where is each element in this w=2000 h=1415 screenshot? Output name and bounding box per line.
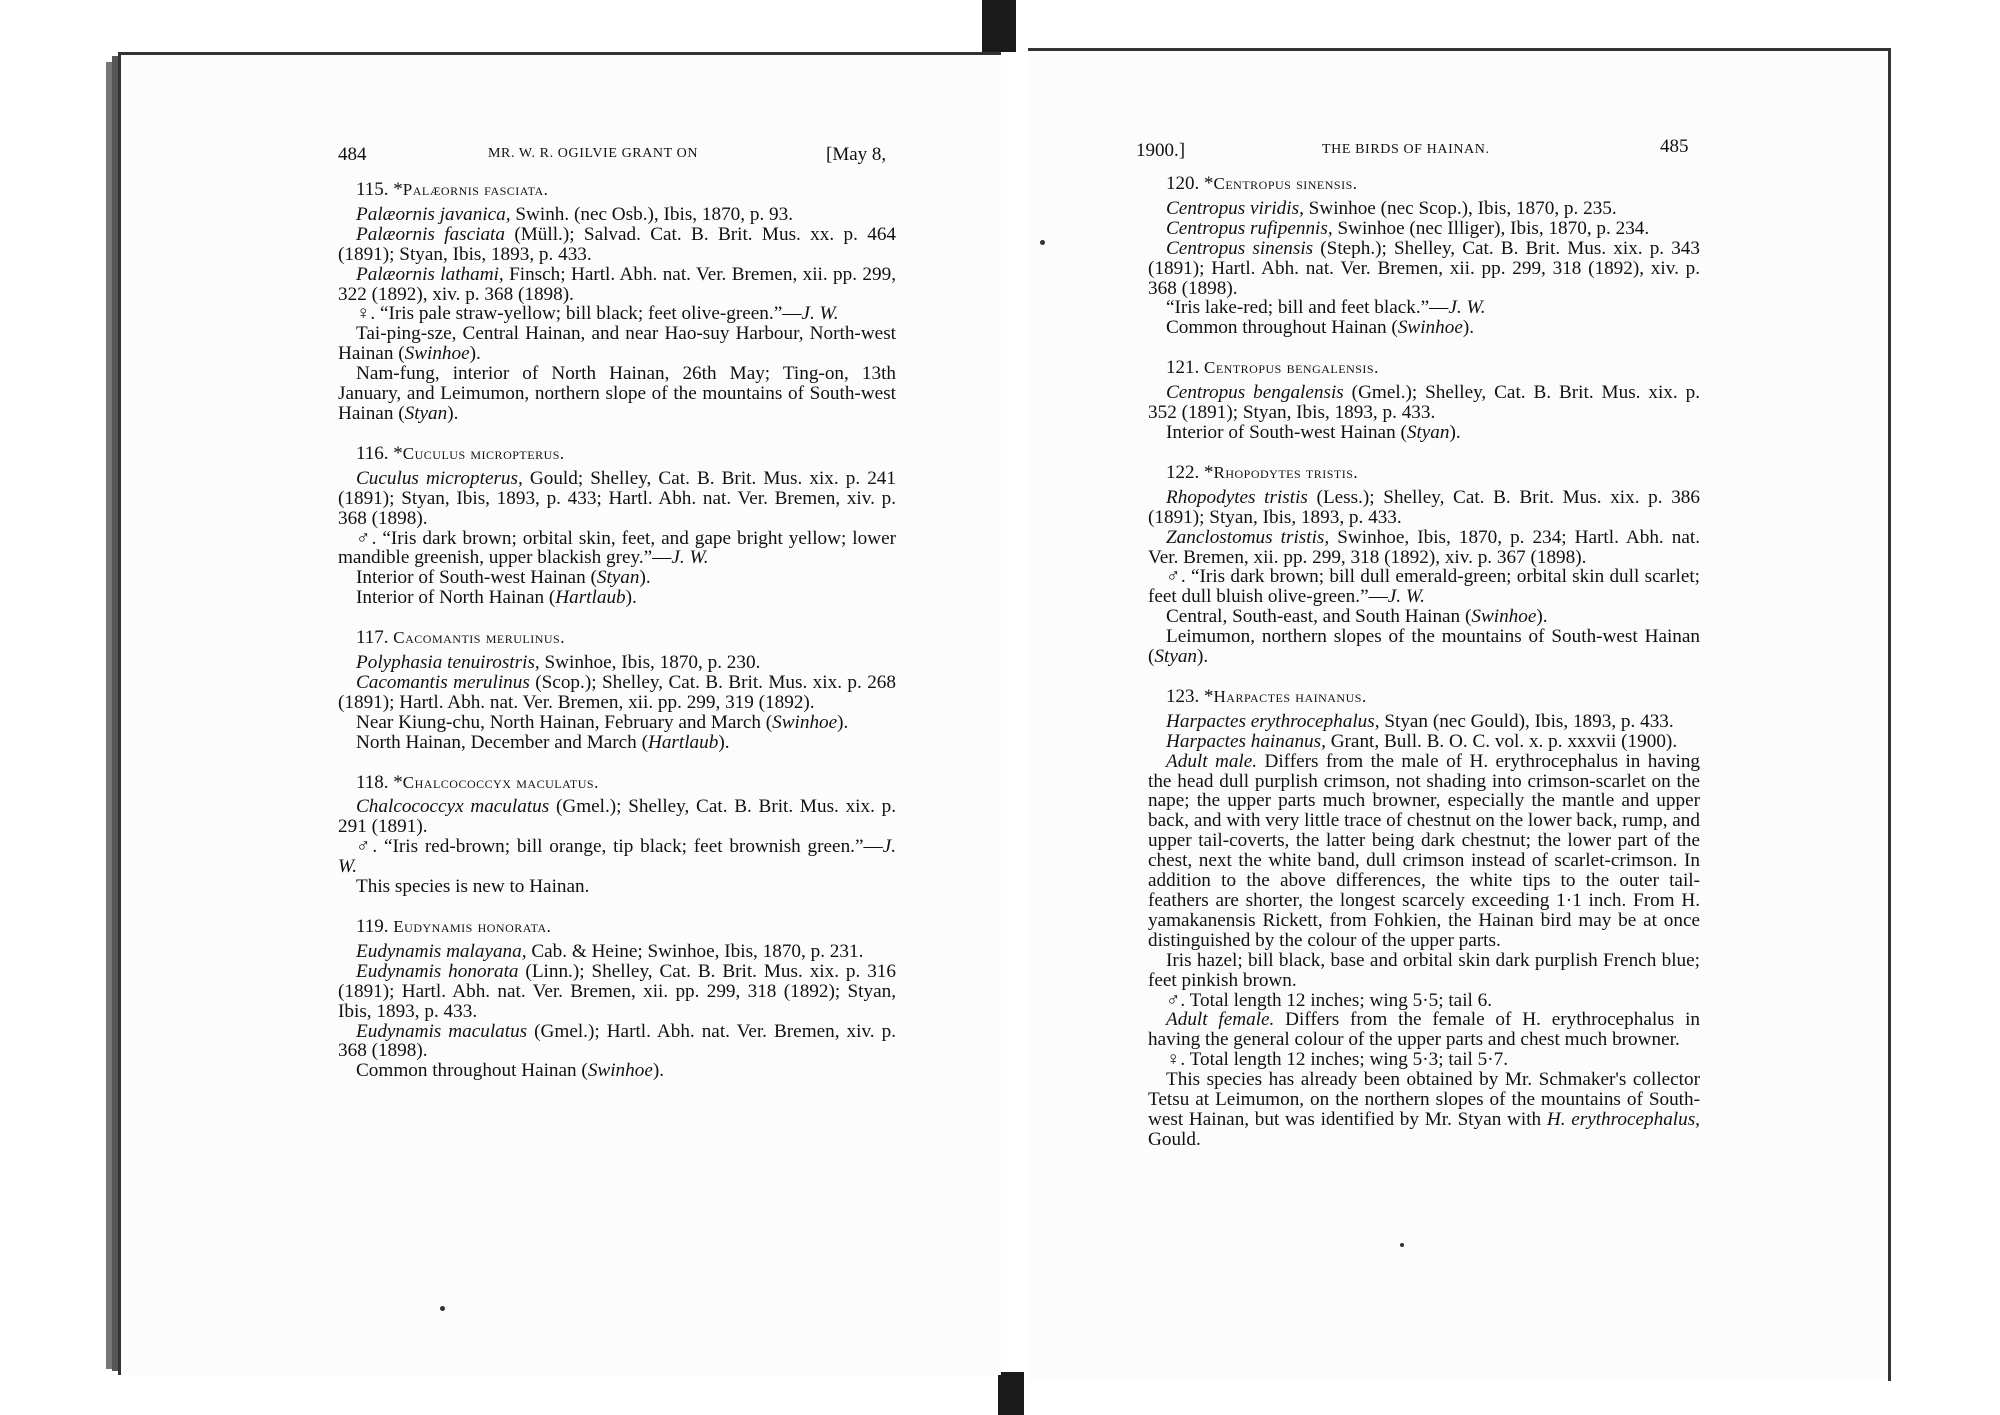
species-name: Centropus sinensis.	[1213, 174, 1358, 193]
species-name: Harpactes hainanus.	[1213, 686, 1367, 706]
entry-line	[338, 1022, 896, 1062]
citation-text: (Steph.); Shelley, Cat. B. Brit. Mus. xix. p. 343 (1891); Hartl. Abh. nat. Ver. Bremen, xii. pp. 299, 318 (1892), xiv. p. 368 (1898).	[1148, 237, 1700, 299]
entry-line	[338, 942, 896, 962]
note-text: ♂. “Iris dark brown; orbital skin, feet, and gape bright yellow; lower mandible greenish, upper blackish grey.”—	[338, 527, 896, 569]
species-heading	[338, 444, 896, 464]
source-name: Styan	[1406, 421, 1450, 443]
note-tail: ).	[1536, 606, 1548, 628]
synonym-name: Palæornis lathami,	[356, 263, 504, 285]
source-name: Swinhoe	[587, 1060, 653, 1082]
synonym-name: Cacomantis merulinus	[356, 671, 530, 693]
synonym-name: Harpactes hainanus,	[1166, 730, 1326, 752]
note-text: This species is new to Hainan.	[356, 876, 590, 898]
note-tail: ).	[1462, 317, 1475, 339]
entry-line	[338, 962, 896, 1022]
source-name: Hartlaub	[555, 587, 626, 609]
note-text: ♂. “Iris dark brown; bill dull emerald-green; orbital skin dull scarlet; feet dull bluish olive-green.”—	[1148, 566, 1700, 608]
citation-text: (Gmel.); Shelley, Cat. B. Brit. Mus. xix. p. 291 (1891).	[338, 796, 896, 838]
note-text: Leimumon, northern slopes of the mountains of South-west Hainan (	[1148, 626, 1700, 668]
species-number: 122. *	[1166, 461, 1214, 483]
note-text: Nam-fung, interior of North Hainan, 26th May; Ting-on, 13th January, and Leimumon, northern slope of the mountains of South-west Hainan (	[338, 363, 896, 424]
species-number: 121.	[1166, 357, 1204, 379]
source-name: J. W.	[671, 547, 709, 569]
note-tail: ).	[652, 1060, 665, 1082]
spine-shadow-top	[982, 0, 1016, 52]
entry-line	[1148, 239, 1700, 299]
source-name: H. erythrocephalus,	[1546, 1108, 1700, 1130]
note-text: ♂. Total length 12 inches; wing 5·5; tail 6.	[1166, 989, 1493, 1011]
species-number: 117.	[356, 627, 394, 649]
entry-line	[1148, 712, 1700, 732]
note-text: Iris hazel; bill black, base and orbital skin dark purplish French blue; feet pinkish brown.	[1148, 949, 1700, 991]
entry-line	[338, 205, 896, 225]
source-name: Swinhoe	[404, 343, 470, 365]
synonym-name: Chalcococcyx maculatus	[356, 796, 550, 818]
note-tail: Gould.	[1148, 1128, 1201, 1150]
citation-text: Finsch; Hartl. Abh. nat. Ver. Bremen, xii. pp. 299, 322 (1892), xiv. p. 368 (1898).	[338, 263, 896, 305]
entry-line	[1148, 607, 1700, 627]
note-text: Central, South-east, and South Hainan (	[1166, 606, 1472, 628]
note-text: ♀. Total length 12 inches; wing 5·3; tail 5·7.	[1166, 1049, 1509, 1071]
synonym-name: Zanclostomus tristis,	[1166, 526, 1330, 548]
source-name: J. W.	[801, 303, 839, 325]
source-name: J. W.	[338, 836, 896, 878]
citation-text: (Linn.); Shelley, Cat. B. Brit. Mus. xix. p. 316 (1891); Hartl. Abh. nat. Ver. Bremen, xii. pp. 299, 318 (1892); Styan, Ibis, 1893, p. 433.	[338, 960, 896, 1022]
synonym-name: Polyphasia tenuirostris,	[356, 652, 540, 674]
source-name: Swinhoe	[772, 711, 838, 733]
citation-text: Differs from the female of H. erythrocephalus in having the general colour of the upper parts and chest much browner.	[1148, 1009, 1700, 1051]
source-name: Hartlaub	[647, 731, 719, 753]
speck	[440, 1306, 445, 1311]
right-text-column	[1148, 174, 1700, 1150]
synonym-name: Rhopodytes tristis	[1166, 486, 1308, 508]
synonym-name: Centropus bengalensis	[1166, 382, 1344, 404]
entry-line	[1148, 199, 1700, 219]
synonym-name: Adult male.	[1166, 750, 1258, 772]
citation-text: (Gmel.); Shelley, Cat. B. Brit. Mus. xix. p. 352 (1891); Styan, Ibis, 1893, p. 433.	[1148, 382, 1701, 424]
entry-line	[338, 304, 896, 324]
entry-line	[338, 469, 896, 529]
species-number: 119.	[356, 916, 394, 937]
species-number: 120. *	[1166, 173, 1214, 194]
source-name: Styan	[596, 567, 640, 589]
entry-line	[338, 733, 896, 753]
note-tail: ).	[639, 567, 651, 589]
citation-text: Swinhoe (nec Scop.), Ibis, 1870, p. 235.	[1303, 197, 1617, 219]
note-text: This species has already been obtained by Mr. Schmaker's collector Tetsu at Leimumon, on the northern slopes of the mountains of South-west Hainan, but was identified by Mr. Styan with	[1148, 1069, 1700, 1130]
note-text: Tai-ping-sze, Central Hainan, and near Hao-suy Harbour, North-west Hainan (	[338, 323, 896, 365]
entry-line	[1148, 567, 1700, 607]
entry-line	[1148, 298, 1700, 318]
entry-line	[338, 265, 896, 305]
entry-line	[1148, 488, 1700, 528]
entry-line	[1148, 732, 1700, 752]
species-name: Cuculus micropterus.	[402, 443, 565, 463]
species-heading	[1148, 687, 1700, 707]
species-name: Rhopodytes tristis.	[1213, 462, 1359, 482]
citation-text: (Scop.); Shelley, Cat. B. Brit. Mus. xix. p. 268 (1891); Hartl. Abh. nat. Ver. Bremen, xii. pp. 299, 319 (1892).	[338, 671, 896, 713]
species-name: Cacomantis merulinus.	[393, 628, 565, 648]
entry-line	[1148, 219, 1700, 239]
citation-text: Swinh. (nec Osb.), Ibis, 1870, p. 93.	[510, 203, 794, 225]
entry-line	[1148, 383, 1700, 423]
source-name: J. W.	[1448, 297, 1486, 319]
citation-text: Gould; Shelley, Cat. B. Brit. Mus. xix. p. 241 (1891); Styan, Ibis, 1893, p. 433; Hartl. Abh. nat. Ver. Bremen, xiv. p. 368 (1898).	[338, 467, 896, 529]
note-tail: ).	[1197, 646, 1209, 668]
left-running-title: MR. W. R. OGILVIE GRANT ON	[488, 146, 699, 161]
entry-line	[338, 364, 896, 424]
species-number: 116. *	[356, 442, 403, 464]
species-heading	[1148, 463, 1700, 483]
note-text: Common throughout Hainan (	[356, 1060, 588, 1082]
species-heading	[338, 628, 896, 648]
note-text: Interior of South-west Hainan (	[1166, 421, 1407, 443]
entry-line	[338, 1061, 896, 1081]
citation-text: (Gmel.); Hartl. Abh. nat. Ver. Bremen, xiv. p. 368 (1898).	[338, 1020, 896, 1062]
source-name: Styan	[404, 402, 448, 424]
synonym-name: Harpactes erythrocephalus,	[1166, 710, 1380, 732]
citation-text: (Müll.); Salvad. Cat. B. Brit. Mus. xx. p. 464 (1891); Styan, Ibis, 1893, p. 433.	[338, 223, 897, 265]
entry-line	[338, 324, 896, 364]
note-text: Interior of North Hainan (	[356, 587, 556, 609]
synonym-name: Cuculus micropterus,	[356, 467, 523, 489]
synonym-name: Palæornis javanica,	[356, 203, 511, 225]
entry-line	[338, 653, 896, 673]
entry-line	[338, 837, 896, 877]
right-page-number: 485	[1660, 136, 1689, 157]
note-tail: ).	[718, 731, 730, 753]
note-text: ♂. “Iris red-brown; bill orange, tip black; feet brownish green.”—	[356, 836, 883, 858]
citation-text: Swinhoe, Ibis, 1870, p. 234; Hartl. Abh. nat. Ver. Bremen, xii. pp. 299, 318 (1892), xiv. p. 367 (1898).	[1148, 526, 1700, 568]
spine-shadow-bottom	[998, 1372, 1024, 1415]
note-tail: ).	[1449, 421, 1461, 443]
synonym-name: Centropus rufipennis,	[1166, 217, 1333, 239]
right-running-title: THE BIRDS OF HAINAN.	[1322, 142, 1490, 157]
species-heading	[1148, 174, 1700, 194]
species-name: Palæornis fasciata.	[402, 180, 549, 199]
note-text: Near Kiung-chu, North Hainan, February and March (	[356, 711, 773, 733]
entry-line	[338, 877, 896, 897]
species-number: 115. *	[356, 179, 403, 200]
note-text: “Iris lake-red; bill and feet black.”—	[1166, 297, 1449, 319]
synonym-name: Palæornis fasciata	[356, 223, 505, 245]
species-number: 118. *	[356, 771, 403, 793]
citation-text: Styan (nec Gould), Ibis, 1893, p. 433.	[1379, 710, 1674, 732]
species-heading	[338, 180, 896, 200]
synonym-name: Eudynamis honorata	[356, 960, 519, 982]
note-text: Interior of South-west Hainan (	[356, 567, 597, 589]
species-name: Chalcococcyx maculatus.	[402, 772, 599, 792]
synonym-name: Centropus viridis,	[1166, 197, 1304, 219]
entry-line	[1148, 1070, 1700, 1150]
synonym-name: Centropus sinensis	[1166, 237, 1314, 259]
entry-line	[1148, 1050, 1700, 1070]
entry-line	[1148, 991, 1700, 1011]
entry-line	[338, 673, 896, 713]
species-heading	[1148, 358, 1700, 378]
entry-line	[1148, 423, 1700, 443]
entry-line	[338, 588, 896, 608]
entry-line	[1148, 1010, 1700, 1050]
source-name: Swinhoe	[1397, 317, 1463, 339]
synonym-name: Adult female.	[1166, 1009, 1275, 1031]
citation-text: Swinhoe, Ibis, 1870, p. 230.	[539, 652, 761, 674]
entry-line	[338, 568, 896, 588]
entry-line	[1148, 318, 1700, 338]
note-tail: ).	[625, 587, 637, 609]
citation-text: Differs from the male of H. erythrocephalus in having the head dull purplish crimson, not shading into crimson-scarlet on the nape; the upper parts much browner, especially the mantle and upper back, and with very little trace of chestnut on the lower back, rump, and upper tail-coverts, the latter being dark chestnut; the lower part of the chest, next the white band, dull crimson instead of scarlet-crimson. In addition to the above differences, the white tips to the outer tail-feathers are shorter, the longest scarcely exceeding 1·1 inch. From H. yamakanensis Rickett, from Fohkien, the Hainan bird may be at once distinguished by the colour of the upper parts.	[1148, 750, 1701, 951]
species-name: Eudynamis honorata.	[393, 917, 552, 936]
entry-line	[1148, 752, 1700, 951]
entry-line	[338, 713, 896, 733]
entry-line	[338, 529, 896, 569]
note-text: ♀. “Iris pale straw-yellow; bill black; feet olive-green.”—	[356, 303, 802, 325]
synonym-name: Eudynamis maculatus	[356, 1020, 528, 1042]
note-tail: ).	[469, 343, 481, 365]
entry-line	[1148, 951, 1700, 991]
source-name: Styan	[1154, 646, 1198, 668]
source-name: Swinhoe	[1471, 606, 1537, 628]
entry-line	[1148, 528, 1700, 568]
species-name: Centropus bengalensis.	[1204, 358, 1379, 378]
citation-text: Swinhoe (nec Illiger), Ibis, 1870, p. 234.	[1332, 217, 1650, 239]
entry-line	[338, 797, 896, 837]
note-tail: ).	[447, 402, 459, 424]
species-heading	[338, 773, 896, 793]
citation-text: Grant, Bull. B. O. C. vol. x. p. xxxvii (1900).	[1325, 730, 1678, 752]
citation-text: Cab. & Heine; Swinhoe, Ibis, 1870, p. 231.	[526, 940, 864, 962]
entry-line	[1148, 627, 1700, 667]
note-tail: ).	[837, 711, 849, 733]
species-number: 123. *	[1166, 685, 1214, 707]
note-text: Common throughout Hainan (	[1166, 317, 1398, 339]
right-date: 1900.]	[1136, 140, 1186, 161]
species-heading	[338, 917, 896, 937]
synonym-name: Eudynamis malayana,	[356, 940, 527, 962]
speck	[1040, 240, 1045, 245]
left-text-column	[338, 180, 896, 1081]
note-text: North Hainan, December and March (	[356, 731, 648, 753]
citation-text: (Less.); Shelley, Cat. B. Brit. Mus. xix. p. 386 (1891); Styan, Ibis, 1893, p. 433.	[1148, 486, 1700, 528]
source-name: J. W.	[1387, 586, 1425, 608]
left-date: [May 8,	[826, 144, 887, 165]
entry-line	[338, 225, 896, 265]
speck	[1400, 1243, 1404, 1247]
left-page-number: 484	[338, 144, 367, 165]
